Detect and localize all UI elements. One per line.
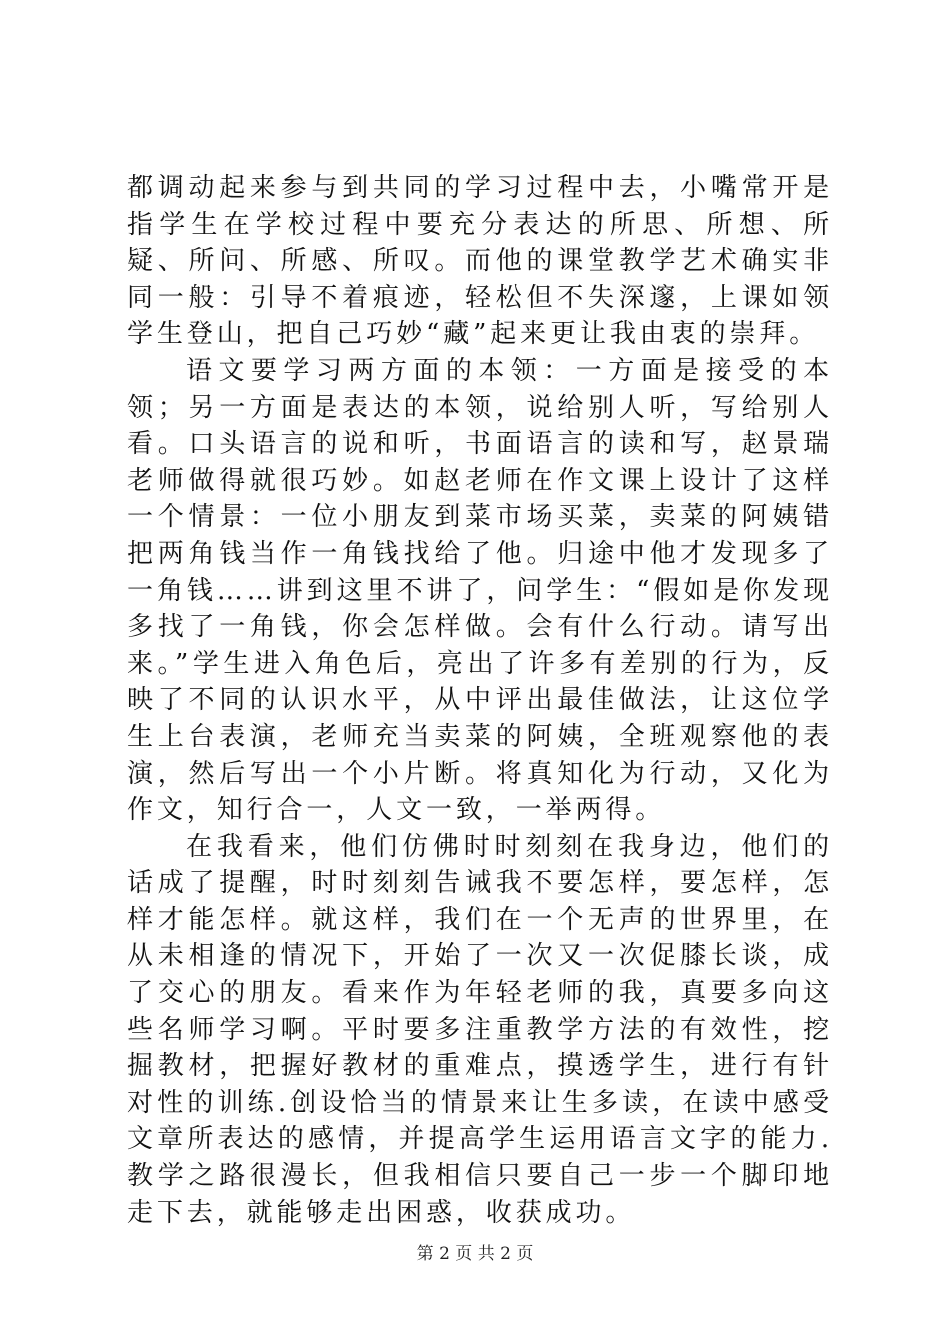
paragraph-3: 在我看来，他们仿佛时时刻刻在我身边，他们的话成了提醒，时时刻刻告诫我不要怎样，要怎样，怎样才能怎样。就这样，我们在一个无声的世界里，在从未相逢的情况下，开始了一次又一次促膝长谈，成了交心的朋友。看来作为年轻老师的我，真要多向这些名师学习啊。平时要多注重教学方法的有效性，挖掘教材，把握好教材的重难点，摸透学生，进行有针对性的训练.创设恰当的情景来让生多读，在读中感受文章所表达的感情，并提高学生运用语言文字的能力.教学之路很漫长，但我相信只要自己一步一个脚印地走下去，就能够走出困惑，收获成功。 (127, 831, 833, 1228)
paragraph-2: 语文要学习两方面的本领：一方面是接受的本领；另一方面是表达的本领，说给别人听，写给别人看。口头语言的说和听，书面语言的读和写，赵景瑞老师做得就很巧妙。如赵老师在作文课上设计了这样一个情景：一位小朋友到菜市场买菜，卖菜的阿姨错把两角钱当作一角钱找给了他。归途中他才发现多了一角钱……讲到这里不讲了，问学生：“假如是你发现多找了一角钱，你会怎样做。会有什么行动。请写出来。”学生进入角色后，亮出了许多有差别的行为，反映了不同的认识水平，从中评出最佳做法，让这位学生上台表演，老师充当卖菜的阿姨，全班观察他的表演，然后写出一个小片断。将真知化为行动，又化为作文，知行合一，人文一致，一举两得。 (127, 355, 833, 826)
paragraph-1: 都调动起来参与到共同的学习过程中去，小嘴常开是指学生在学校过程中要充分表达的所思、所想、所疑、所问、所感、所叹。而他的课堂教学艺术确实非同一般：引导不着痕迹，轻松但不失深邃，上课如领学生登山，把自己巧妙“藏”起来更让我由衷的崇拜。 (127, 173, 833, 350)
page-footer: 第 2 页 共 2 页 (416, 1244, 534, 1264)
document-body (127, 170, 833, 1231)
